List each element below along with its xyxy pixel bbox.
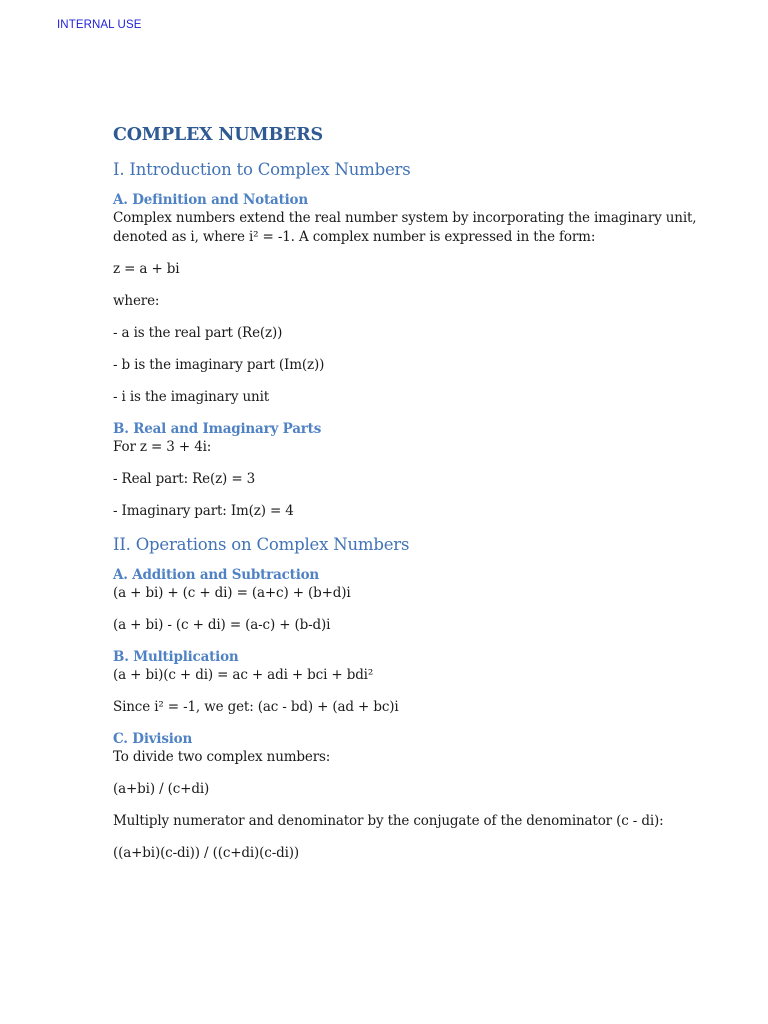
section-heading: II. Operations on Complex Numbers — [113, 535, 410, 554]
internal-use-label: INTERNAL USE — [57, 19, 142, 31]
formula-line: (a+bi) / (c+di) — [113, 781, 210, 797]
subsection-heading: A. Definition and Notation — [113, 192, 308, 208]
formula-line: z = a + bi — [113, 261, 180, 277]
paragraph: Complex numbers extend the real number system by incorporating the imaginary unit, denoted as i, where i² = -1. A complex number is expressed in the form: — [113, 210, 697, 245]
section-operations — [113, 534, 713, 863]
formula-line: ((a+bi)(c-di)) / ((c+di)(c-di)) — [113, 845, 299, 861]
subsection-heading: A. Addition and Subtraction — [113, 567, 320, 583]
formula-line: (a + bi) + (c + di) = (a+c) + (b+d)i — [113, 585, 351, 601]
list-item: - a is the real part (Re(z)) — [113, 325, 283, 341]
list-item: - b is the imaginary part (Im(z)) — [113, 357, 325, 373]
formula-line: (a + bi) - (c + di) = (a-c) + (b-d)i — [113, 617, 331, 633]
list-item: - Imaginary part: Im(z) = 4 — [113, 503, 294, 519]
paragraph: For z = 3 + 4i: — [113, 439, 212, 455]
list-item: - Real part: Re(z) = 3 — [113, 471, 256, 487]
subsection-heading: B. Real and Imaginary Parts — [113, 421, 322, 437]
paragraph: To divide two complex numbers: — [113, 749, 331, 765]
section-heading: I. Introduction to Complex Numbers — [113, 160, 411, 179]
document-body — [113, 124, 713, 876]
section-introduction — [113, 159, 713, 521]
paragraph: Multiply numerator and denominator by the conjugate of the denominator (c - di): — [113, 813, 664, 829]
subsection-heading: B. Multiplication — [113, 649, 239, 665]
list-item: - i is the imaginary unit — [113, 389, 270, 405]
paragraph: Since i² = -1, we get: (ac - bd) + (ad + bc)i — [113, 699, 399, 715]
paragraph: where: — [113, 293, 160, 309]
formula-line: (a + bi)(c + di) = ac + adi + bci + bdi² — [113, 667, 374, 683]
subsection-heading: C. Division — [113, 731, 193, 747]
document-title: COMPLEX NUMBERS — [113, 125, 323, 145]
